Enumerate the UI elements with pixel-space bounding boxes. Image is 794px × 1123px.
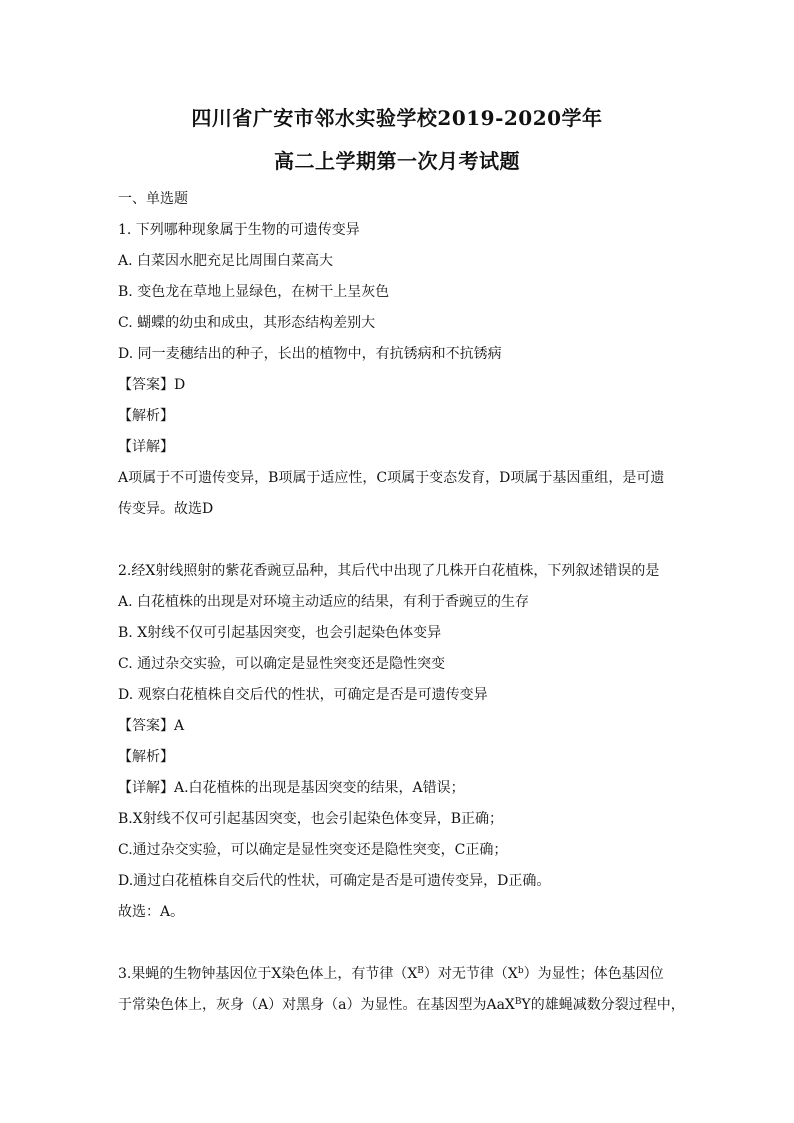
question-2-stem: 2.经X射线照射的紫花香豌豆品种，其后代中出现了几株开白花植株，下列叙述错误的是 [118,563,660,579]
question-1-option-c: C. 蝴蝶的幼虫和成虫，其形态结构差别大 [118,315,376,331]
question-2-answer: 【答案】A [118,718,185,734]
superscript: b [517,966,524,976]
question-2-option-b: B. X射线不仅可引起基因突变，也会引起染色体变异 [118,625,442,641]
question-2-option-d: D. 观察白花植株自交后代的性状，可确定是否是可遗传变异 [118,687,488,703]
superscript: B [514,997,522,1007]
question-1-option-b: B. 变色龙在草地上显绿色，在树干上呈灰色 [118,284,390,300]
question-2-detail-line: D.通过白花植株自交后代的性状，可确定是否是可遗传变异，D正确。 [118,873,551,889]
question-2-option-c: C. 通过杂交实验，可以确定是显性突变还是隐性突变 [118,656,446,672]
question-1-option-d: D. 同一麦穗结出的种子，长出的植物中，有抗锈病和不抗锈病 [118,346,502,362]
text-fragment: 于常染色体上，灰身（A）对黑身（a）为显性。在基因型为AaX [118,997,515,1013]
question-2-detail-line: 【详解】A.白花植株的出现是基因突变的结果，A错误； [118,780,465,796]
question-2-detail-line: C.通过杂交实验，可以确定是显性突变还是隐性突变，C正确； [118,842,508,858]
text-fragment: ）对无节律（X [423,966,518,982]
text-fragment: Y的雄蝇减数分裂过程中， [521,997,685,1013]
question-1-answer: 【答案】D [118,377,186,393]
question-3-stem-line-2 [118,990,686,1021]
question-1-detail-line: 传变异。故选D [118,501,214,517]
question-1-analysis-label: 【解析】 [118,408,174,424]
spacer [118,525,686,556]
question-2-analysis-label: 【解析】 [118,749,174,765]
question-2-detail-line: B.X射线不仅可引起基因突变，也会引起染色体变异，B正确； [118,811,503,827]
section-heading: 一、单选题 [118,191,188,207]
document-body [118,184,686,1021]
question-1-detail-label: 【详解】 [118,439,174,455]
text-fragment: ）为显性；体色基因位 [523,966,664,982]
document-subtitle: 高二上学期第一次月考试题 [274,149,520,173]
question-1-option-a: A. 白菜因水肥充足比周围白菜高大 [118,253,334,269]
text-fragment: 3.果蝇的生物钟基因位于X染色体上，有节律（X [118,966,418,982]
superscript: B [417,966,424,976]
question-1-detail-line: A项属于不可遗传变异，B项属于适应性，C项属于变态发育，D项属于基因重组，是可遗 [118,470,665,486]
spacer [118,928,686,959]
document-title: 四川省广安市邻水实验学校2019-2020学年 [191,106,603,130]
question-2-conclusion: 故选：A。 [118,904,185,920]
question-3-stem-line-1 [118,959,686,990]
question-2-option-a: A. 白花植株的出现是对环境主动适应的结果，有利于香豌豆的生存 [118,594,530,610]
question-1-stem: 1. 下列哪种现象属于生物的可遗传变异 [118,222,360,238]
